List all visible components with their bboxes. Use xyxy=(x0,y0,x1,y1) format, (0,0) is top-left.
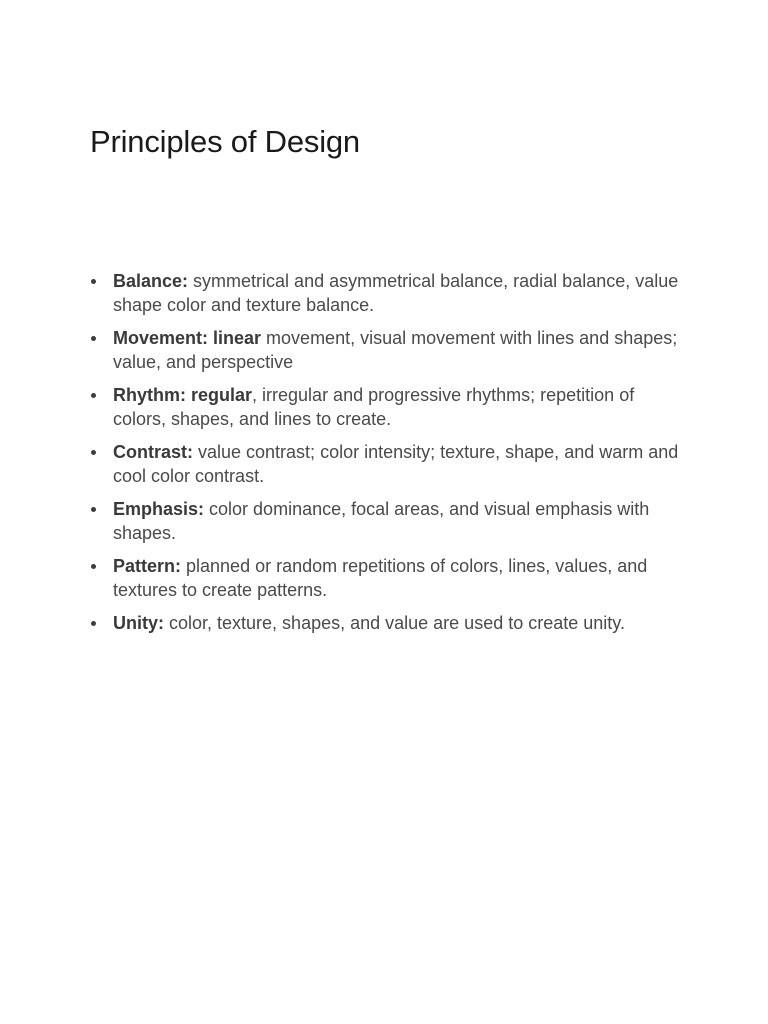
page-title: Principles of Design xyxy=(90,124,360,159)
item-term: Contrast: xyxy=(113,442,193,462)
principles-list xyxy=(90,269,690,644)
item-term: Unity: xyxy=(113,613,164,633)
bullet-icon xyxy=(91,507,96,512)
list-item-contrast xyxy=(90,440,690,488)
item-description: movement, visual movement with lines and shapes; value, and perspective xyxy=(113,328,678,372)
item-term: Pattern: xyxy=(113,556,182,576)
bullet-icon xyxy=(91,279,96,284)
list-item-rhythm xyxy=(90,383,690,431)
list-item-movement xyxy=(90,326,690,374)
item-description: value contrast; color intensity; texture, shape, and warm and cool color contrast. xyxy=(113,442,679,486)
item-description: symmetrical and asymmetrical balance, radial balance, value shape color and texture balance. xyxy=(113,271,679,315)
bullet-icon xyxy=(91,450,96,455)
list-item-pattern xyxy=(90,554,690,602)
list-item-emphasis xyxy=(90,497,690,545)
item-description: planned or random repetitions of colors, lines, values, and textures to create patterns. xyxy=(113,556,648,600)
item-term: Rhythm: regular xyxy=(113,385,253,405)
bullet-icon xyxy=(91,336,96,341)
item-description: color, texture, shapes, and value are used to create unity. xyxy=(164,613,625,633)
bullet-icon xyxy=(91,393,96,398)
item-description: , irregular and progressive rhythms; repetition of colors, shapes, and lines to create. xyxy=(113,385,635,429)
bullet-icon xyxy=(91,621,96,626)
item-term: Movement: linear xyxy=(113,328,262,348)
item-term: Balance: xyxy=(113,271,189,291)
item-description: color dominance, focal areas, and visual emphasis with shapes. xyxy=(113,499,650,543)
list-item-unity xyxy=(90,611,690,635)
item-term: Emphasis: xyxy=(113,499,205,519)
bullet-icon xyxy=(91,564,96,569)
list-item-balance xyxy=(90,269,690,317)
